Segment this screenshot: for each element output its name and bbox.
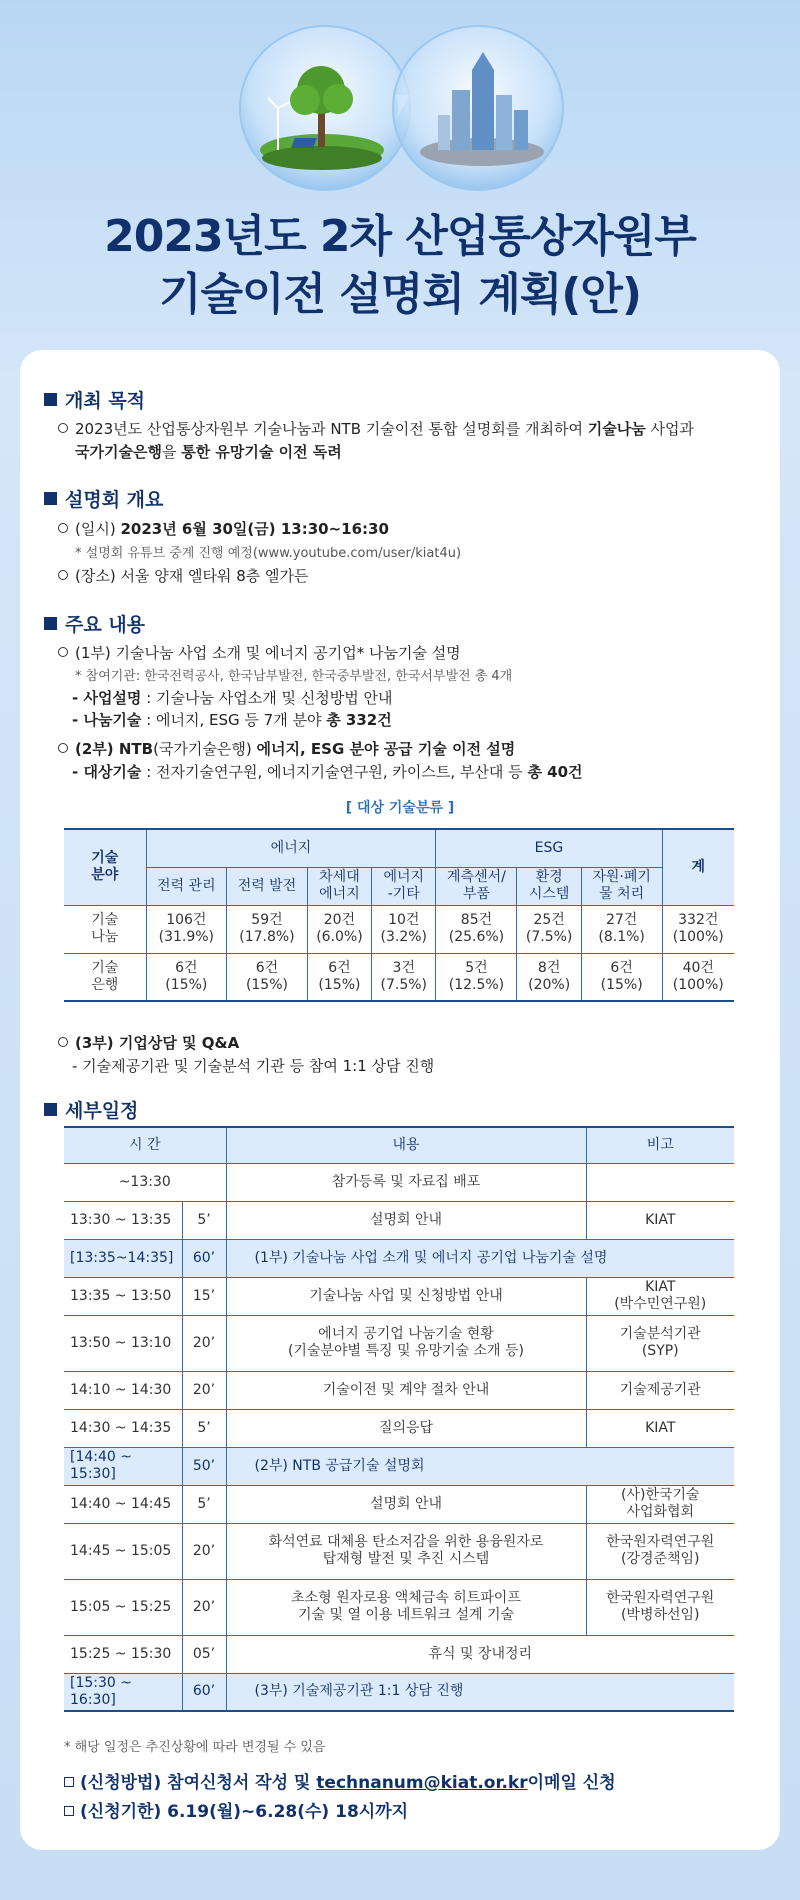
schedule-duration: 5’ (182, 1485, 226, 1523)
main-part3: (3부) 기업상담 및 Q&A (58, 1032, 239, 1053)
schedule-row (64, 1409, 734, 1447)
schedule-time: 14:10 ~ 14:30 (64, 1371, 182, 1409)
schedule-note: 기술분석기관 (SYP) (586, 1315, 734, 1371)
table-cell: 6건 (15%) (146, 953, 227, 1001)
table-caption: [ 대상 기술분류 ] (345, 800, 455, 816)
th-total: 계 (662, 829, 734, 905)
schedule-row (64, 1635, 734, 1673)
th-energy: 에너지 (146, 829, 436, 867)
schedule-duration: 20’ (182, 1523, 226, 1579)
page-title-line1: 2023년도 2차 산업통상자원부 (104, 211, 696, 262)
table-cell: 8건 (20%) (517, 953, 581, 1001)
circle-bullet-icon (58, 647, 68, 657)
table-cell: 25건 (7.5%) (517, 905, 581, 953)
page-title (0, 208, 800, 324)
overview-date: (일시) 2023년 6월 30일(금) 13:30~16:30 (58, 518, 389, 539)
table-cell: 3건 (7.5%) (372, 953, 436, 1001)
schedule-heading: 세부일정 (44, 1096, 138, 1123)
circle-bullet-icon (58, 1037, 68, 1047)
schedule-content: (1부) 기술나눔 사업 소개 및 에너지 공기업 나눔기술 설명 (226, 1239, 734, 1277)
schedule-note: KIAT (586, 1201, 734, 1239)
main-part1: (1부) 기술나눔 사업 소개 및 에너지 공기업* 나눔기술 설명 (58, 642, 461, 663)
main-part2: (2부) NTB(국가기술은행) 에너지, ESG 분야 공급 기술 이전 설명 (58, 738, 515, 759)
schedule-duration: 50’ (182, 1447, 226, 1485)
schedule-row (64, 1579, 734, 1635)
schedule-table (64, 1126, 734, 1712)
apply-method: (신청방법) 참여신청서 작성 및 technanum@kiat.or.kr이메일 신청 (64, 1768, 616, 1793)
schedule-duration: 20’ (182, 1371, 226, 1409)
page-title-line2: 기술이전 설명회 계획(안) (159, 269, 641, 320)
schedule-duration: 60’ (182, 1673, 226, 1711)
schedule-content: 참가등록 및 자료집 배포 (226, 1163, 586, 1201)
th-col-2: 차세대 에너지 (307, 867, 371, 905)
table-cell: 332건 (100%) (662, 905, 734, 953)
table-cell: 10건 (3.2%) (372, 905, 436, 953)
schedule-content: 기술이전 및 계약 절차 안내 (226, 1371, 586, 1409)
schedule-row (64, 1523, 734, 1579)
th-col-6: 자원·폐기 물 처리 (581, 867, 662, 905)
row-label: 기술 나눔 (64, 905, 146, 953)
main-part2-bullet1: - 대상기술 : 전자기술연구원, 에너지기술연구원, 카이스트, 부산대 등 총 40건 (72, 763, 583, 781)
schedule-time: 15:05 ~ 15:25 (64, 1579, 182, 1635)
schedule-note: (사)한국기술 사업화협회 (586, 1485, 734, 1523)
th-note: 비고 (586, 1127, 734, 1163)
purpose-line2: 국가기술은행을 통한 유망기술 이전 독려 (75, 443, 342, 461)
main-part1-note: * 참여기관: 한국전력공사, 한국남부발전, 한국중부발전, 한국서부발전 총 4개 (75, 669, 513, 684)
table-cell: 20건 (6.0%) (307, 905, 371, 953)
circle-bullet-icon (58, 743, 68, 753)
schedule-time: 14:30 ~ 14:35 (64, 1409, 182, 1447)
schedule-note: KIAT (박수민연구원) (586, 1277, 734, 1315)
schedule-time: 13:50 ~ 13:10 (64, 1315, 182, 1371)
th-col-4: 계측센서/ 부품 (436, 867, 517, 905)
main-part3-bullet1: - 기술제공기관 및 기술분석 기관 등 참여 1:1 상담 진행 (72, 1057, 435, 1075)
schedule-row (64, 1201, 734, 1239)
main-heading: 주요 내용 (44, 610, 145, 637)
schedule-time: [13:35~14:35] (64, 1239, 182, 1277)
square-outline-bullet-icon (64, 1806, 74, 1816)
table-cell: 27건 (8.1%) (581, 905, 662, 953)
table-cell: 6건 (15%) (307, 953, 371, 1001)
table-cell: 85건 (25.6%) (436, 905, 517, 953)
overview-heading: 설명회 개요 (44, 485, 163, 512)
overview-place: (장소) 서울 양재 엘타워 8층 엘가든 (58, 565, 308, 586)
schedule-content: 에너지 공기업 나눔기술 현황 (기술분야별 특징 및 유망기술 소개 등) (226, 1315, 586, 1371)
schedule-content: 휴식 및 장내정리 (226, 1635, 734, 1673)
schedule-row (64, 1315, 734, 1371)
schedule-duration: 20’ (182, 1315, 226, 1371)
content-card (20, 350, 780, 1850)
apply-deadline: (신청기한) 6.19(월)~6.28(수) 18시까지 (64, 1797, 408, 1822)
schedule-time: 13:30 ~ 13:35 (64, 1201, 182, 1239)
schedule-duration: 20’ (182, 1579, 226, 1635)
schedule-footnote: * 해당 일정은 추진상황에 따라 변경될 수 있음 (64, 1740, 326, 1755)
circle-bullet-icon (58, 423, 68, 433)
schedule-note (586, 1163, 734, 1201)
tech-classification-table (64, 828, 734, 1002)
schedule-row (64, 1485, 734, 1523)
schedule-time: 14:45 ~ 15:05 (64, 1523, 182, 1579)
main-part1-bullet1: - 사업설명 : 기술나눔 사업소개 및 신청방법 안내 (72, 689, 393, 707)
th-col-5: 환경 시스템 (517, 867, 581, 905)
schedule-duration: 05’ (182, 1635, 226, 1673)
schedule-time: 15:25 ~ 15:30 (64, 1635, 182, 1673)
th-col-3: 에너지 -기타 (372, 867, 436, 905)
schedule-content: 설명회 안내 (226, 1201, 586, 1239)
table-cell: 40건 (100%) (662, 953, 734, 1001)
th-col-1: 전력 발전 (227, 867, 308, 905)
square-bullet-icon (44, 492, 57, 505)
schedule-time: 13:35 ~ 13:50 (64, 1277, 182, 1315)
purpose-heading: 개최 목적 (44, 386, 145, 413)
th-col-0: 전력 관리 (146, 867, 227, 905)
purpose-line1: 2023년도 산업통상자원부 기술나눔과 NTB 기술이전 통합 설명회를 개최하여 기술나눔 사업과 (58, 418, 694, 439)
main-part1-bullet2: - 나눔기술 : 에너지, ESG 등 7개 분야 총 332건 (72, 711, 392, 729)
schedule-content: 화석연료 대체용 탄소저감을 위한 용융원자로 탑재형 발전 및 추진 시스템 (226, 1523, 586, 1579)
schedule-content: 설명회 안내 (226, 1485, 586, 1523)
th-esg: ESG (436, 829, 662, 867)
schedule-duration: 5’ (182, 1201, 226, 1239)
schedule-duration: 5’ (182, 1409, 226, 1447)
overview-date-note: * 설명회 유튜브 중계 진행 예정(www.youtube.com/user/kiat4u) (75, 546, 462, 561)
square-bullet-icon (44, 1103, 57, 1116)
schedule-duration: 60’ (182, 1239, 226, 1277)
schedule-content: 기술나눔 사업 및 신청방법 안내 (226, 1277, 586, 1315)
schedule-row (64, 1163, 734, 1201)
schedule-time: [14:40 ~ 15:30] (64, 1447, 182, 1485)
schedule-note: KIAT (586, 1409, 734, 1447)
schedule-note: 기술제공기관 (586, 1371, 734, 1409)
schedule-time: 14:40 ~ 14:45 (64, 1485, 182, 1523)
table-row (64, 953, 734, 1001)
th-field: 기술 분야 (64, 829, 146, 905)
table-row (64, 905, 734, 953)
schedule-note: 한국원자력연구원 (강경준책임) (586, 1523, 734, 1579)
schedule-duration: 15’ (182, 1277, 226, 1315)
square-outline-bullet-icon (64, 1777, 74, 1787)
th-content: 내용 (226, 1127, 586, 1163)
table-cell: 6건 (15%) (227, 953, 308, 1001)
schedule-content: 질의응답 (226, 1409, 586, 1447)
schedule-note: 한국원자력연구원 (박병하선임) (586, 1579, 734, 1635)
table-cell: 6건 (15%) (581, 953, 662, 1001)
row-label: 기술 은행 (64, 953, 146, 1001)
table-cell: 106건 (31.9%) (146, 905, 227, 953)
schedule-time: [15:30 ~ 16:30] (64, 1673, 182, 1711)
schedule-content: 초소형 원자로용 액체금속 히트파이프 기술 및 열 이용 네트워크 설계 기술 (226, 1579, 586, 1635)
schedule-row (64, 1371, 734, 1409)
th-time: 시 간 (64, 1127, 226, 1163)
circle-bullet-icon (58, 570, 68, 580)
apply-email-link[interactable]: technanum@kiat.or.kr (316, 1773, 528, 1793)
table-cell: 5건 (12.5%) (436, 953, 517, 1001)
square-bullet-icon (44, 617, 57, 630)
square-bullet-icon (44, 393, 57, 406)
schedule-row (64, 1673, 734, 1711)
schedule-content: (2부) NTB 공급기술 설명회 (226, 1447, 734, 1485)
table-cell: 59건 (17.8%) (227, 905, 308, 953)
schedule-row (64, 1277, 734, 1315)
schedule-row (64, 1239, 734, 1277)
circle-bullet-icon (58, 523, 68, 533)
schedule-time: ~13:30 (64, 1163, 226, 1201)
schedule-row (64, 1447, 734, 1485)
schedule-content: (3부) 기술제공기관 1:1 상담 진행 (226, 1673, 734, 1711)
